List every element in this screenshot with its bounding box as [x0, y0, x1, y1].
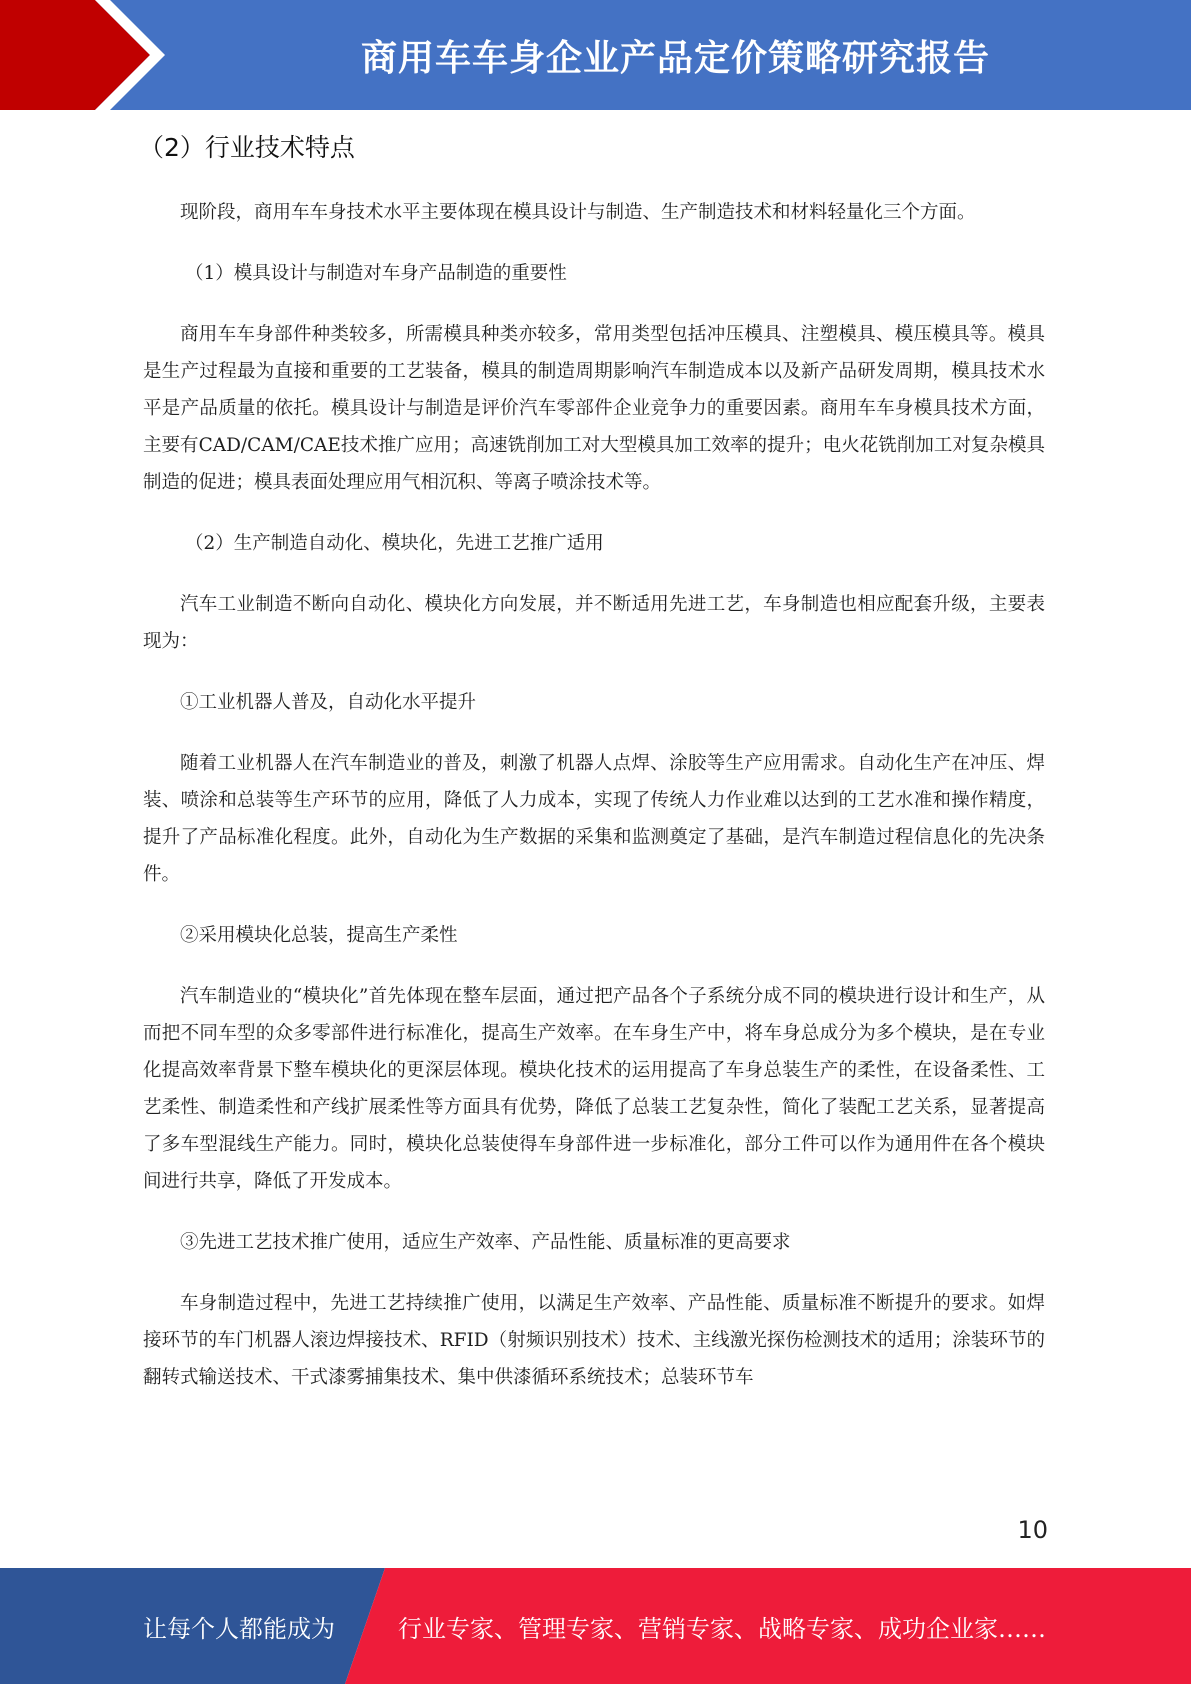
- paragraph: 随着工业机器人在汽车制造业的普及，刺激了机器人点焊、涂胶等生产应用需求。自动化生产在冲压、焊装、喷涂和总装等生产环节的应用，降低了人力成本，实现了传统人力作业难以达到的工艺水准和操作精度，提升了产品标准化程度。此外，自动化为生产数据的采集和监测奠定了基础，是汽车制造过程信息化的先决条件。: [143, 753, 1045, 885]
- paragraph: 现阶段，商用车车身技术水平主要体现在模具设计与制造、生产制造技术和材料轻量化三个方面。: [180, 202, 976, 223]
- page-number: 10: [1017, 1516, 1048, 1544]
- paragraph: 汽车工业制造不断向自动化、模块化方向发展，并不断适用先进工艺，车身制造也相应配套升级，主要表现为：: [143, 594, 1045, 652]
- page-footer: [0, 1568, 1191, 1684]
- footer-slogan-left: 让每个人都能成为: [143, 1614, 335, 1643]
- page-content: [139, 126, 1045, 1420]
- paragraph: 汽车制造业的“模块化”首先体现在整车层面，通过把产品各个子系统分成不同的模块进行设计和生产，从而把不同车型的众多零部件进行标准化，提高生产效率。在车身生产中，将车身总成分为多个模块，是在专业化提高效率背景下整车模块化的更深层体现。模块化技术的运用提高了车身总装生产的柔性，在设备柔性、工艺柔性、制造柔性和产线扩展柔性等方面具有优势，降低了总装工艺复杂性，简化了装配工艺关系，显著提高了多车型混线生产能力。同时，模块化总装使得车身部件进一步标准化，部分工件可以作为通用件在各个模块间进行共享，降低了开发成本。: [143, 986, 1045, 1192]
- subheading: （2）生产制造自动化、模块化，先进工艺推广适用: [185, 533, 604, 554]
- paragraph: ②采用模块化总装，提高生产柔性: [180, 925, 458, 946]
- paragraph: ①工业机器人普及，自动化水平提升: [180, 692, 477, 713]
- paragraph: 商用车车身部件种类较多，所需模具种类亦较多，常用类型包括冲压模具、注塑模具、模压模具等。模具是生产过程最为直接和重要的工艺装备，模具的制造周期影响汽车制造成本以及新产品研发周期，模具技术水平是产品质量的依托。模具设计与制造是评价汽车零部件企业竞争力的重要因素。商用车车身模具技术方面，主要有CAD/CAM/CAE技术推广应用；高速铣削加工对大型模具加工效率的提升；电火花铣削加工对复杂模具制造的促进；模具表面处理应用气相沉积、等离子喷涂技术等。: [143, 324, 1045, 493]
- report-title: 商用车车身企业产品定价策略研究报告: [360, 37, 990, 79]
- paragraph: ③先进工艺技术推广使用，适应生产效率、产品性能、质量标准的更高要求: [180, 1232, 791, 1253]
- page-header: [0, 0, 1191, 110]
- footer-slogan-right: 行业专家、管理专家、营销专家、战略专家、成功企业家……: [398, 1614, 1046, 1643]
- subheading: （1）模具设计与制造对车身产品制造的重要性: [185, 263, 567, 284]
- section-heading: （2）行业技术特点: [139, 133, 355, 162]
- body-text: [143, 194, 1045, 1396]
- paragraph: 车身制造过程中，先进工艺持续推广使用，以满足生产效率、产品性能、质量标准不断提升的要求。如焊接环节的车门机器人滚边焊接技术、RFID（射频识别技术）技术、主线激光探伤检测技术的适用；涂装环节的翻转式输送技术、干式漆雾捕集技术、集中供漆循环系统技术；总装环节车: [143, 1293, 1045, 1388]
